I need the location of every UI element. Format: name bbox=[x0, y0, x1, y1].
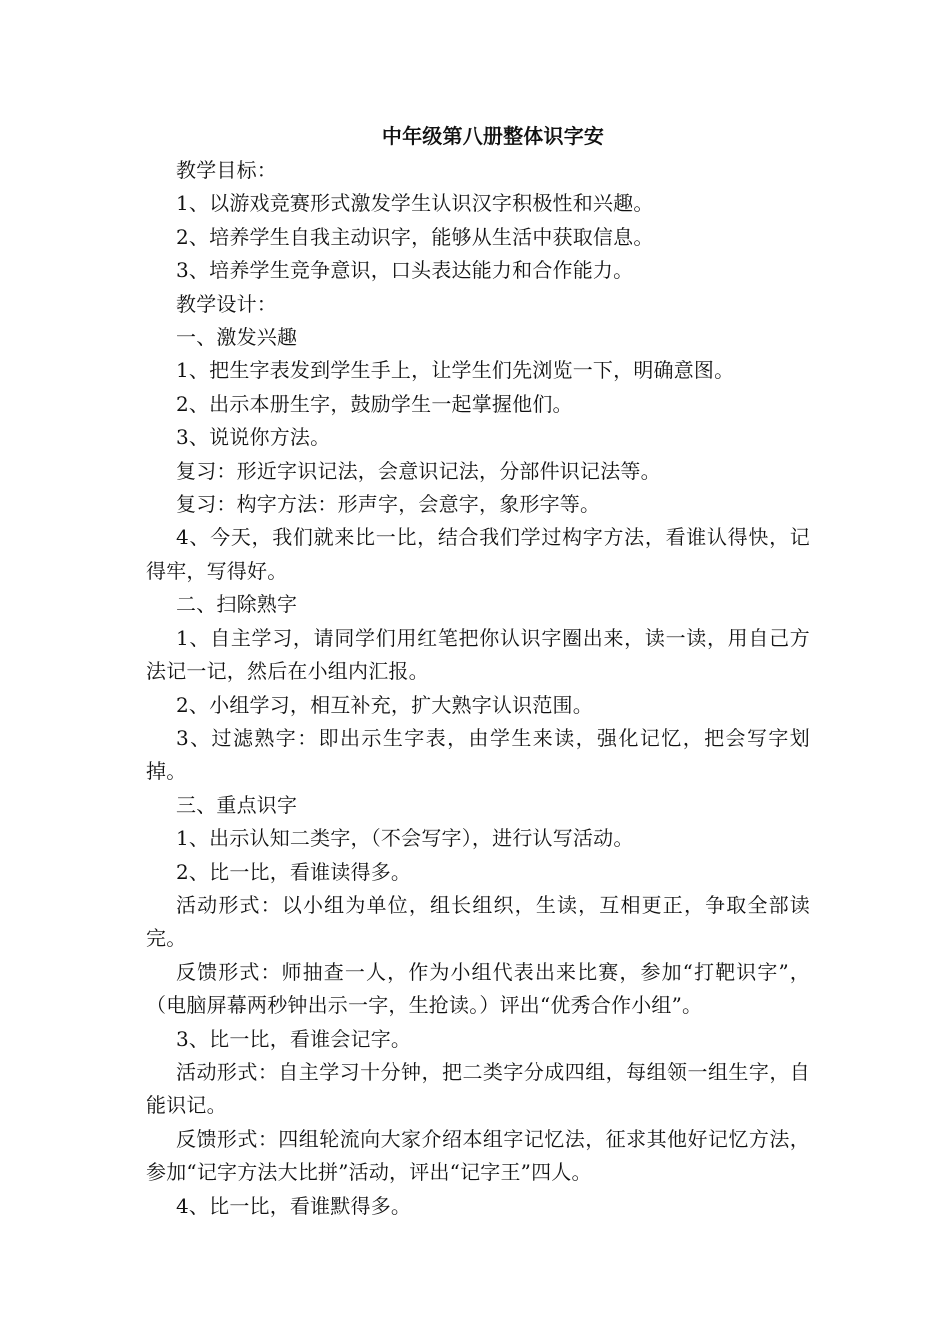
paragraph: 3、比一比，看谁会记字。 bbox=[176, 1026, 412, 1051]
paragraph: 3、培养学生竞争意识，口头表达能力和合作能力。 bbox=[176, 258, 634, 283]
document-title: 中年级第八册整体识字安 bbox=[381, 124, 605, 148]
paragraph: 教学目标： bbox=[176, 158, 277, 182]
paragraph: 2、比一比，看谁读得多。 bbox=[176, 859, 412, 884]
paragraph: 1、以游戏竞赛形式激发学生认识汉字积极性和兴趣。 bbox=[176, 191, 654, 216]
paragraph: 复习：构字方法：形声字，会意字，象形字等。 bbox=[176, 492, 601, 517]
paragraph: 复习：形近字识记法，会意识记法，分部件识记法等。 bbox=[176, 458, 661, 483]
paragraph: 1、把生字表发到学生手上，让学生们先浏览一下，明确意图。 bbox=[176, 358, 735, 383]
paragraph: 3、说说你方法。 bbox=[176, 425, 331, 450]
paragraph: 二、扫除熟字 bbox=[176, 592, 298, 617]
paragraph: 三、重点识字 bbox=[176, 792, 298, 817]
paragraph: 3、过滤熟字：即出示生字表，由学生来读，强化记忆，把会写字划掉。 bbox=[146, 725, 810, 784]
paragraph: 2、小组学习，相互补充，扩大熟字认识范围。 bbox=[176, 692, 593, 717]
paragraph: 2、培养学生自我主动识字，能够从生活中获取信息。 bbox=[176, 224, 654, 249]
paragraph: 反馈形式：四组轮流向大家介绍本组字记忆法，征求其他好记忆方法，参加“记字方法大比拼”活动，评出“记字王”四人。 bbox=[146, 1126, 810, 1185]
paragraph: 4、比一比，看谁默得多。 bbox=[176, 1193, 412, 1218]
document-body bbox=[146, 118, 810, 1223]
paragraph: 反馈形式：师抽查一人，作为小组代表出来比赛，参加“打靶识字”，（电脑屏幕两秒钟出示一字，生抢读。）评出“优秀合作小组”。 bbox=[146, 959, 810, 1018]
paragraph: 2、出示本册生字，鼓励学生一起掌握他们。 bbox=[176, 391, 573, 416]
paragraph: 1、自主学习，请同学们用红笔把你认识字圈出来，读一读，用自己方法记一记，然后在小组内汇报。 bbox=[146, 625, 810, 684]
paragraph: 4、今天，我们就来比一比，结合我们学过构字方法，看谁认得快，记得牢，写得好。 bbox=[146, 525, 810, 583]
document-paragraphs bbox=[146, 154, 810, 1223]
paragraph: 活动形式：自主学习十分钟，把二类字分成四组，每组领一组生字，自能识记。 bbox=[146, 1059, 810, 1118]
paragraph: 教学设计： bbox=[176, 291, 277, 316]
paragraph: 一、激发兴趣 bbox=[176, 325, 298, 350]
paragraph: 1、出示认知二类字，（不会写字），进行认写活动。 bbox=[176, 826, 634, 851]
paragraph: 活动形式：以小组为单位，组长组织，生读，互相更正，争取全部读完。 bbox=[146, 892, 810, 951]
